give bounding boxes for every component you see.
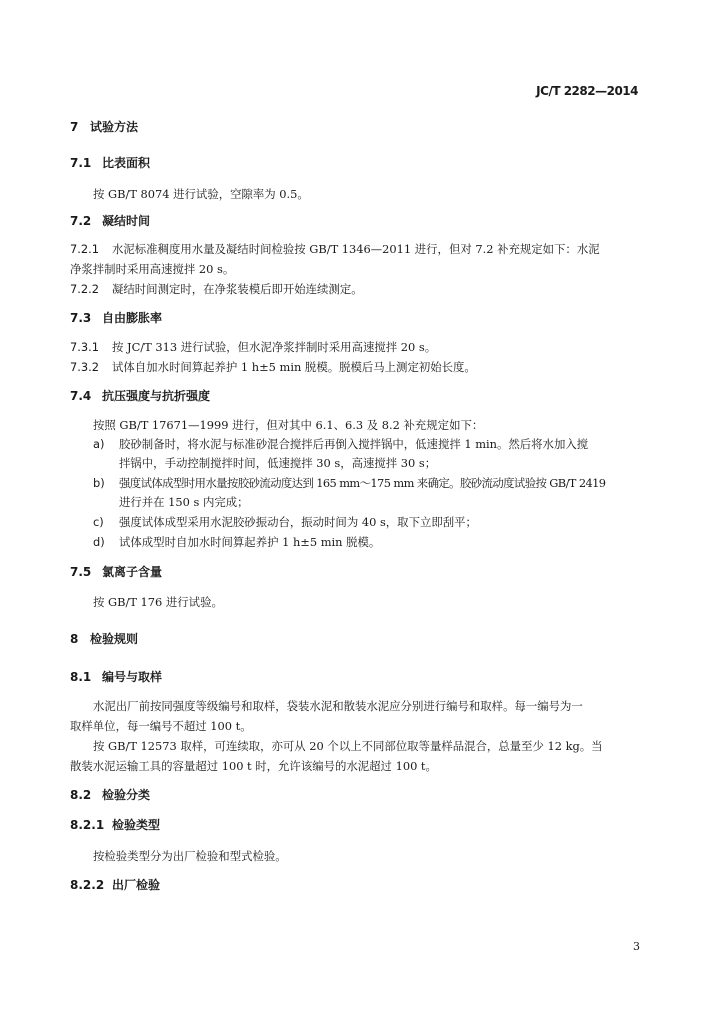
list-marker: b) (93, 476, 105, 490)
list-marker: c) (93, 515, 104, 529)
paragraph-continuation: 散装水泥运输工具的容量超过 100 t 时，允许该编号的水泥超过 100 t。 (70, 759, 437, 773)
section-8-heading (70, 632, 138, 646)
section-number: 8.2.1 (70, 818, 105, 832)
paragraph: 按 GB/T 12573 取样，可连续取，亦可从 20 个以上不同部位取等量样品混合，总量至少 12 kg。当 (93, 739, 603, 753)
paragraph: 按 GB/T 8074 进行试验，空隙率为 0.5。 (93, 187, 309, 201)
list-item (93, 476, 605, 490)
section-number: 7.3 (70, 311, 92, 325)
section-8-2-1-heading (70, 818, 160, 832)
clause-7-3-2 (70, 360, 476, 374)
section-title: 检验规则 (90, 632, 139, 646)
section-7-3-heading (70, 311, 162, 325)
section-title: 检验类型 (112, 818, 161, 832)
list-item (93, 437, 588, 451)
clause-text: 凝结时间测定时，在净浆装模后即开始连续测定。 (112, 282, 363, 296)
standard-code-header: JC/T 2282—2014 (536, 84, 638, 98)
section-number: 8.2.2 (70, 878, 105, 892)
section-title: 出厂检验 (112, 878, 161, 892)
section-number: 8.1 (70, 670, 92, 684)
clause-number: 7.3.1 (70, 340, 99, 354)
clause-text: 水泥标准稠度用水量及凝结时间检验按 GB/T 1346—2011 进行，但对 7.2 补充规定如下：水泥 (112, 242, 600, 256)
section-title: 凝结时间 (102, 214, 151, 228)
list-text: 强度试体成型采用水泥胶砂振动台，振动时间为 40 s，取下立即刮平； (119, 515, 477, 529)
section-title: 检验分类 (102, 788, 151, 802)
section-number: 7.2 (70, 214, 92, 228)
section-number: 7.5 (70, 565, 92, 579)
section-8-2-heading (70, 788, 150, 802)
section-7-heading (70, 120, 138, 134)
paragraph: 水泥出厂前按同强度等级编号和取样，袋装水泥和散装水泥应分别进行编号和取样。每一编号为一 (93, 699, 583, 713)
section-number: 7.4 (70, 389, 92, 403)
section-title: 编号与取样 (102, 670, 163, 684)
clause-number: 7.3.2 (70, 360, 99, 374)
clause-number: 7.2.2 (70, 282, 99, 296)
section-number: 7 (70, 120, 79, 134)
section-7-2-heading (70, 214, 150, 228)
section-title: 比表面积 (102, 156, 151, 170)
section-number: 7.1 (70, 156, 92, 170)
clause-7-2-1 (70, 242, 600, 256)
section-8-2-2-heading (70, 878, 160, 892)
clause-7-2-2 (70, 282, 363, 296)
section-title: 自由膨胀率 (102, 311, 163, 325)
section-title: 试验方法 (90, 120, 139, 134)
page-number: 3 (633, 940, 640, 953)
paragraph: 按检验类型分为出厂检验和型式检验。 (93, 849, 287, 863)
clause-number: 7.2.1 (70, 242, 99, 256)
paragraph-continuation: 取样单位，每一编号不超过 100 t。 (70, 719, 252, 733)
clause-7-3-1 (70, 340, 436, 354)
paragraph: 按 GB/T 176 进行试验。 (93, 595, 223, 609)
clause-text: 按 JC/T 313 进行试验，但水泥净浆拌制时采用高速搅拌 20 s。 (112, 340, 437, 354)
section-number: 8.2 (70, 788, 92, 802)
list-item (93, 535, 380, 549)
list-text: 强度试体成型时用水量按胶砂流动度达到 165 mm～175 mm 来确定。胶砂流动度试验按 GB/T 2419 (119, 476, 606, 490)
list-item (93, 515, 477, 529)
section-number: 8 (70, 632, 79, 646)
list-continuation: 进行并在 150 s 内完成； (119, 495, 249, 509)
list-marker: d) (93, 535, 105, 549)
clause-text: 试体自加水时间算起养护 1 h±5 min 脱模。脱模后马上测定初始长度。 (112, 360, 476, 374)
section-title: 抗压强度与抗折强度 (102, 389, 211, 403)
section-7-5-heading (70, 565, 162, 579)
clause-continuation: 净浆拌制时采用高速搅拌 20 s。 (70, 262, 235, 276)
list-continuation: 拌锅中，手动控制搅拌时间，低速搅拌 30 s，高速搅拌 30 s； (119, 456, 437, 470)
section-7-1-heading (70, 156, 150, 170)
list-text: 胶砂制备时，将水泥与标准砂混合搅拌后再倒入搅拌锅中，低速搅拌 1 min。然后将水加入搅 (119, 437, 589, 451)
paragraph: 按照 GB/T 17671—1999 进行，但对其中 6.1、6.3 及 8.2 补充规定如下： (93, 418, 484, 432)
section-8-1-heading (70, 670, 162, 684)
list-marker: a) (93, 437, 105, 451)
list-text: 试体成型时自加水时间算起养护 1 h±5 min 脱模。 (119, 535, 381, 549)
section-title: 氯离子含量 (102, 565, 163, 579)
section-7-4-heading (70, 389, 210, 403)
